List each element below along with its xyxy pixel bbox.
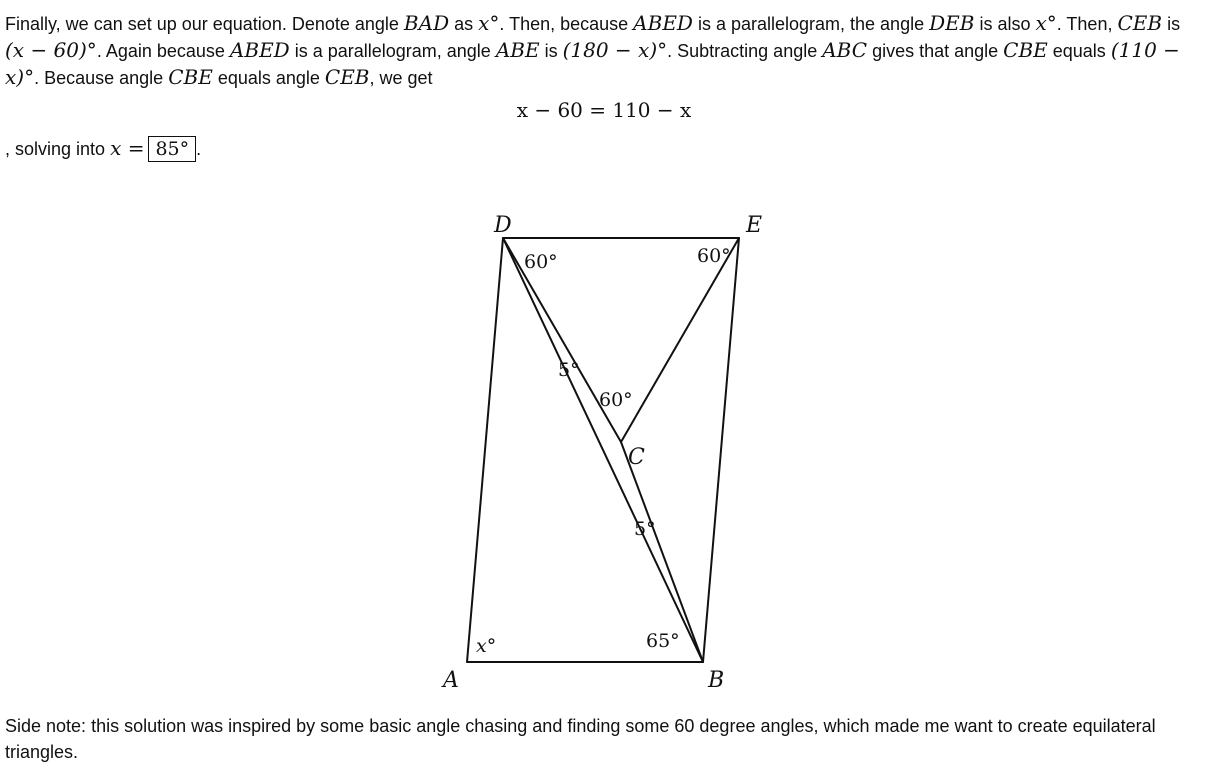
label-E: E [746,213,763,238]
math-ABED: ABED [633,11,693,35]
angle-label-b-5: 5° [634,518,656,540]
angle-label-d-60: 60° [524,251,558,273]
math-180-minus-x: (180 − x)° [562,38,668,62]
side-note: Side note: this solution was inspired by some basic angle chasing and finding some 60 degree angles, which made me want to create equilateral triangles. [5,716,1156,762]
math-CEB: CEB [1117,11,1163,35]
segment-DB [503,238,703,662]
math-ABC: ABC [822,38,868,62]
geometry-diagram [0,190,1208,700]
display-equation: x − 60 = 110 − x [516,98,692,122]
label-D: D [494,213,512,238]
label-A: A [443,668,459,693]
solution-line: , solving into x = 85° . [5,136,202,160]
math-BAD: BAD [403,11,450,35]
angle-label-b-65: 65° [646,630,680,652]
math-x-deg: x° [478,11,500,35]
angle-label-a-x: x° [476,635,497,657]
math-CBE: CBE [168,65,213,89]
math-CBE: CBE [1003,38,1048,62]
solution-paragraph: Finally, we can set up our equation. Denote angle BAD as x°. Then, because ABED is a parallelogram, the angle DEB is also x°. Then, CEB is (x − 60)°. Again because ABED is a parallelogram, angle ABE is (180 − x)°. Subtracting angle ABC gives that angle CBE equals (110 − x)°. Because angle CBE equals angle CEB, we get [5,11,1181,89]
segment-CB [621,442,703,662]
boxed-answer: 85° [148,136,196,162]
angle-label-c-60: 60° [599,389,633,411]
math-x-minus-60: (x − 60)° [5,38,97,62]
label-B: B [708,668,725,693]
angle-label-d-5: 5° [558,359,580,381]
math-110-minus-x: (110 − x)° [5,38,1180,89]
label-C: C [628,445,645,470]
segment-EC [621,238,739,442]
math-ABED: ABED [229,38,290,62]
math-CEB: CEB [324,65,370,89]
math-x-deg: x° [1035,11,1057,35]
segment-DC [503,238,621,442]
math-x-equals: x = [110,136,145,160]
math-DEB: DEB [929,11,975,35]
angle-label-e-60: 60° [697,245,731,267]
math-ABE: ABE [495,38,540,62]
